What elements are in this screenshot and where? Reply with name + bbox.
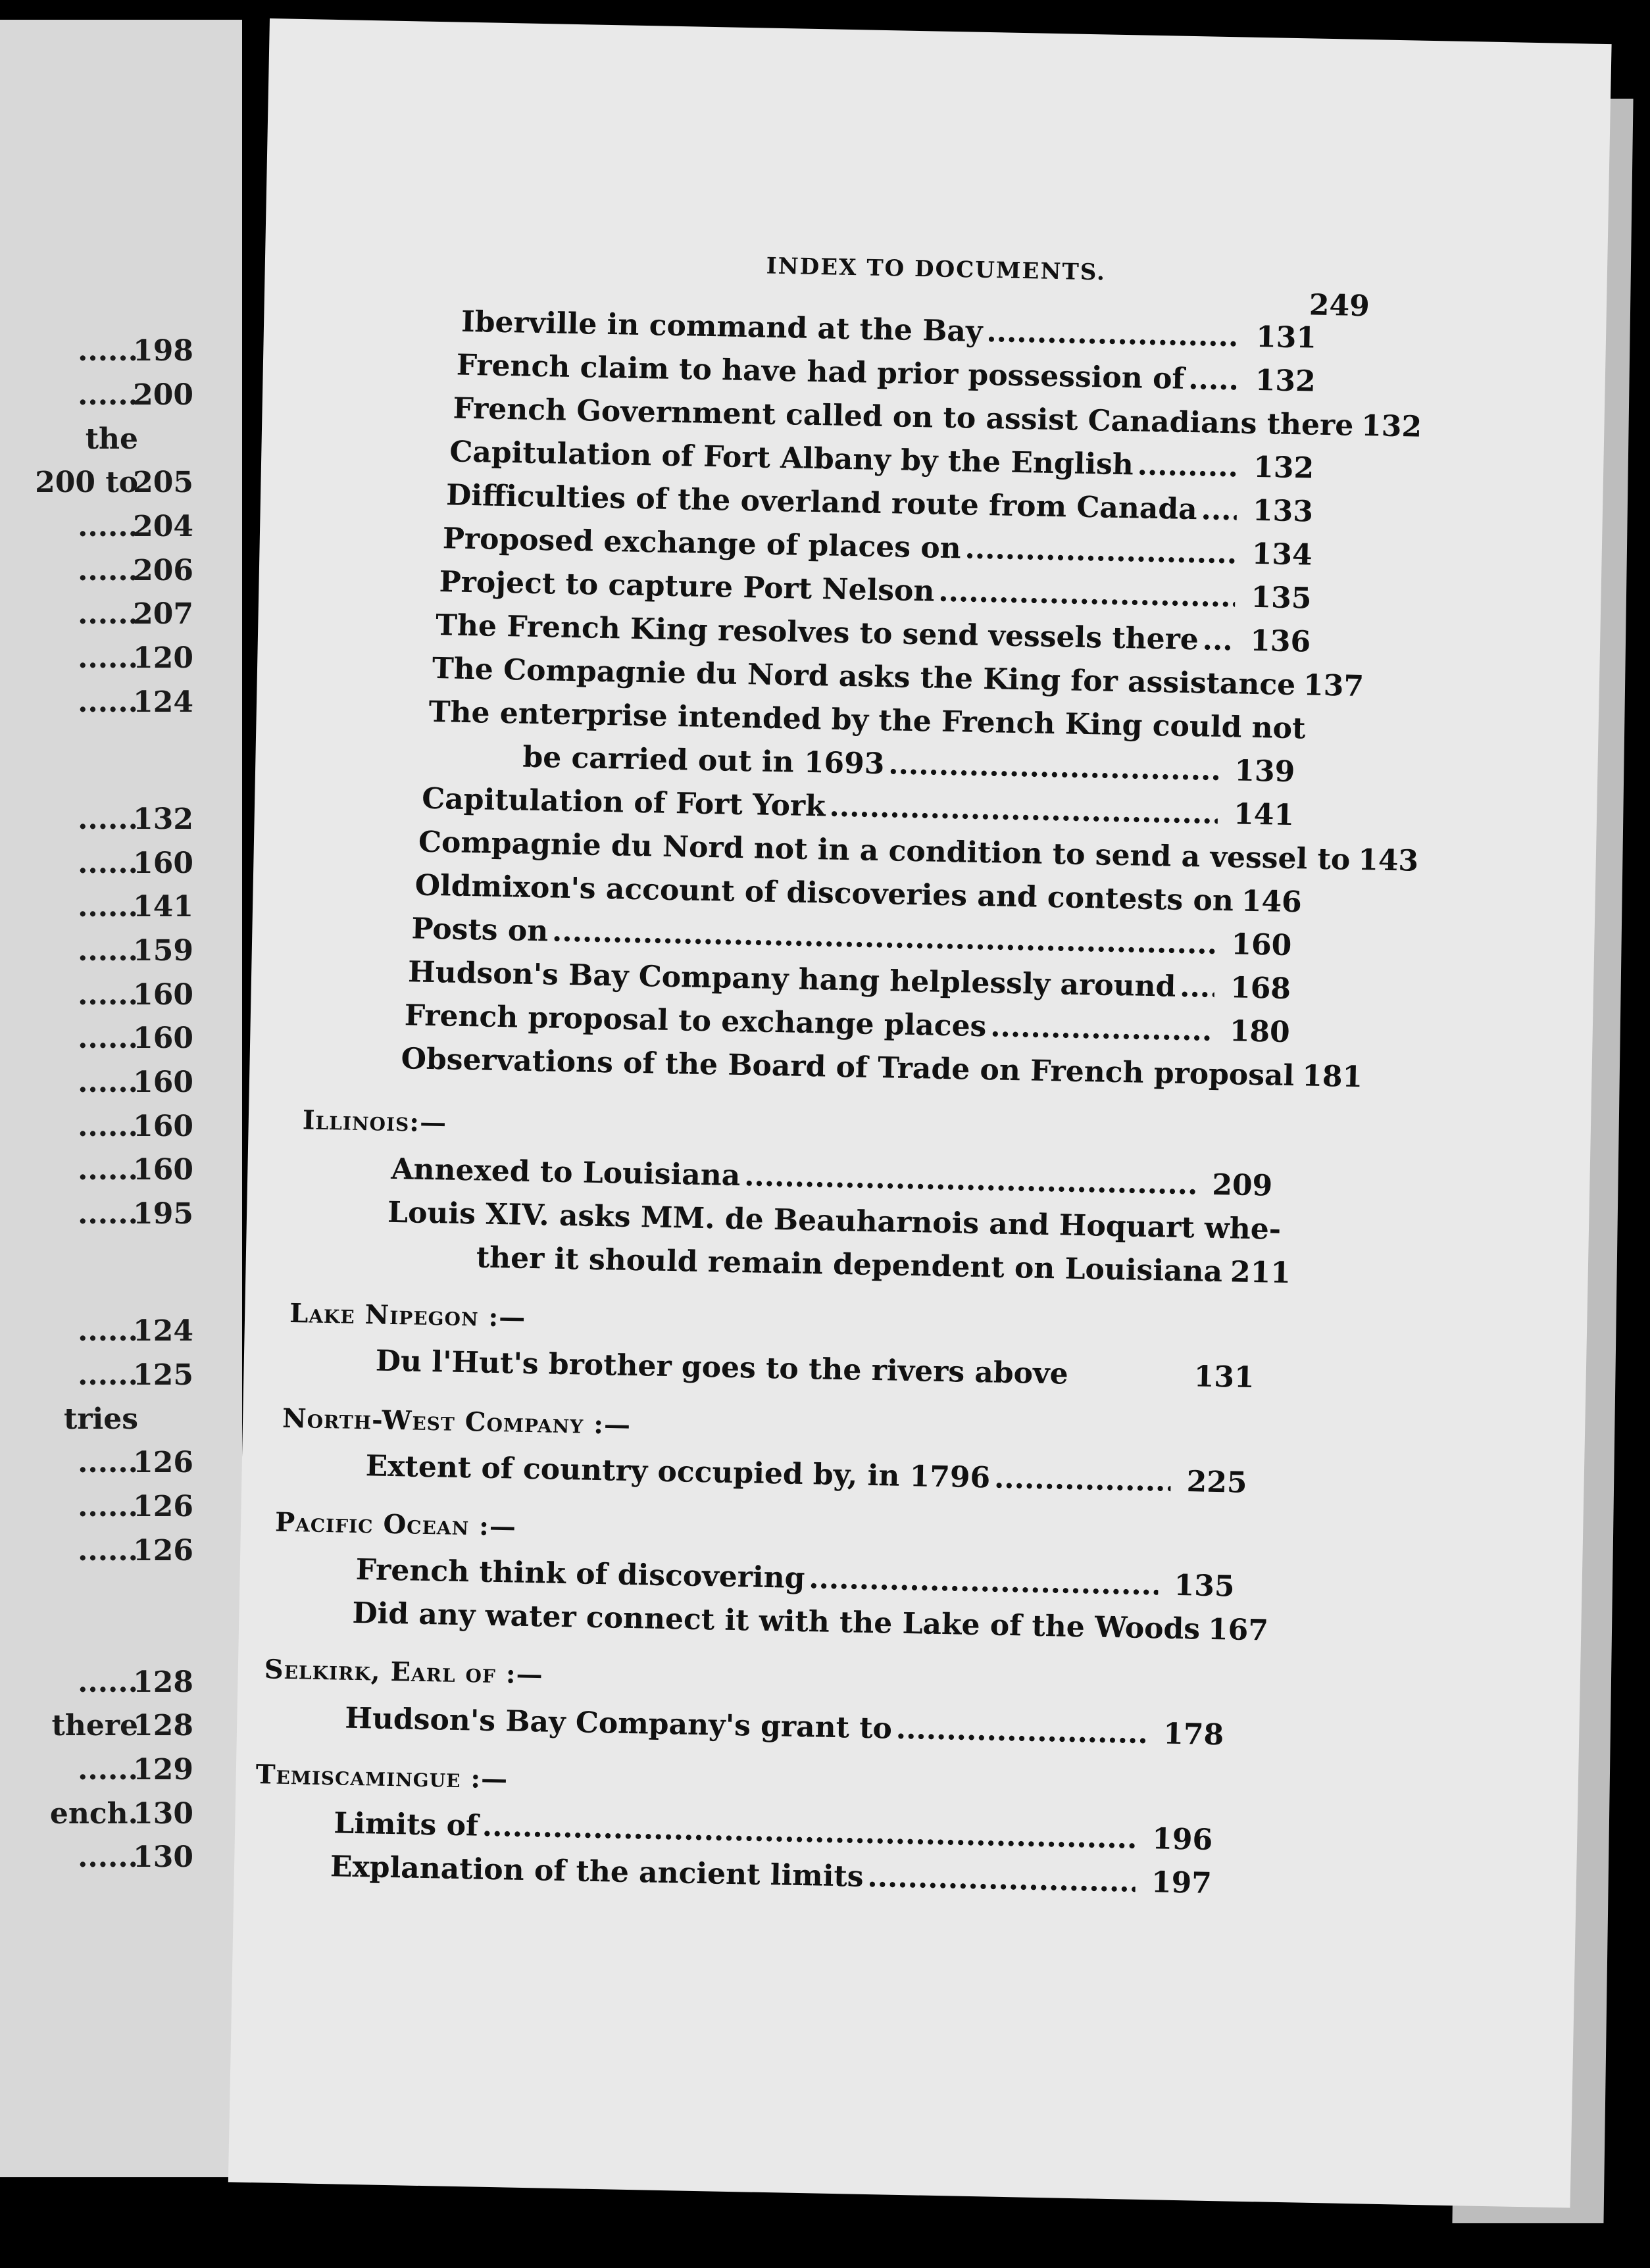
index-entry: Extent of country occupied by, in 1796 ..... 225 bbox=[365, 1449, 1247, 1500]
left-fragment-page: 124 bbox=[133, 1314, 193, 1348]
left-fragment-page: 129 bbox=[133, 1753, 193, 1787]
left-page-fragment bbox=[0, 641, 237, 678]
left-fragment-page: 159 bbox=[133, 934, 193, 968]
left-page-fragment bbox=[0, 422, 237, 459]
left-fragment-text: ...... bbox=[78, 890, 138, 924]
left-page-fragment bbox=[0, 1709, 237, 1746]
left-page-fragment bbox=[0, 510, 237, 547]
left-fragment-text: ...... bbox=[78, 1358, 138, 1392]
left-fragment-text: ...... bbox=[78, 1446, 138, 1479]
left-fragment-page: 160 bbox=[133, 1110, 193, 1143]
index-entry: Proposed exchange of places on ..... 134 bbox=[442, 522, 1312, 572]
left-fragment-text: ...... bbox=[78, 510, 138, 543]
section-heading-selkirk: Selkirk, Earl of :— bbox=[264, 1654, 544, 1690]
index-entry: Capitulation of Fort York ..... 141 bbox=[422, 782, 1295, 832]
index-entry: Difficulties of the overland route from Canada ..... 133 bbox=[446, 478, 1314, 528]
left-fragment-page: 206 bbox=[133, 554, 193, 587]
left-fragment-text: ...... bbox=[78, 378, 138, 412]
left-fragment-page: 160 bbox=[133, 1153, 193, 1187]
previous-page-edge bbox=[0, 20, 246, 2177]
left-fragment-page: 126 bbox=[133, 1446, 193, 1479]
left-page-fragment bbox=[0, 978, 237, 1015]
left-page-fragment bbox=[0, 334, 237, 371]
index-entry: The French King resolves to send vessels there ..... 136 bbox=[436, 608, 1311, 659]
left-page-fragment bbox=[0, 1840, 237, 1877]
left-fragment-text: ...... bbox=[78, 1066, 138, 1099]
index-entry: Hudson's Bay Company's grant to ..... 178 bbox=[345, 1702, 1224, 1752]
index-entry-continuation: ther it should remain dependent on Louisiana ..... 211 bbox=[476, 1241, 1259, 1289]
left-fragment-text: ...... bbox=[78, 934, 138, 968]
index-entry: French Government called on to assist Canadians there ..... 132 bbox=[453, 391, 1315, 441]
index-entry: French think of discovering ..... 135 bbox=[355, 1553, 1235, 1604]
index-entry: Du l'Hut's brother goes to the rivers above 131 bbox=[375, 1344, 1255, 1395]
index-entry: Annexed to Louisiana ..... 209 bbox=[391, 1152, 1273, 1203]
left-fragment-page: 207 bbox=[133, 597, 193, 631]
index-entry: Did any water connect it with the Lake of the Woods ..... 167 bbox=[352, 1596, 1234, 1647]
left-fragment-text: ...... bbox=[78, 802, 138, 836]
index-entry-line: Louis XIV. asks MM. de Beauharnois and Hoquart whe- bbox=[387, 1195, 1282, 1246]
left-page-fragment bbox=[0, 1665, 237, 1702]
left-page-fragment bbox=[0, 1197, 237, 1234]
left-page-fragment bbox=[0, 554, 237, 591]
left-fragment-page: 198 bbox=[133, 334, 193, 368]
left-fragment-text: ...... bbox=[78, 1665, 138, 1699]
left-fragment-text: ...... bbox=[78, 597, 138, 631]
left-fragment-text: tries bbox=[64, 1402, 138, 1436]
left-page-fragment bbox=[0, 1022, 237, 1058]
index-entry-continuation: be carried out in 1693 ..... 139 bbox=[522, 741, 1295, 789]
section-heading-temiscamingue: Temiscamingue :— bbox=[255, 1759, 509, 1795]
left-fragment-text: 200 to bbox=[35, 466, 138, 499]
left-fragment-text: ...... bbox=[78, 641, 138, 675]
left-page-fragment bbox=[0, 1066, 237, 1102]
left-fragment-text: ...... bbox=[78, 685, 138, 719]
index-entry: French claim to have had prior possession of ..... 132 bbox=[456, 349, 1316, 399]
running-header: INDEX TO DOCUMENTS. bbox=[766, 253, 1107, 286]
left-page-fragment bbox=[0, 802, 237, 839]
index-entry: Oldmixon's account of discoveries and contests on ..... 146 bbox=[414, 868, 1293, 919]
left-fragment-page: 160 bbox=[133, 847, 193, 880]
left-fragment-text: ...... bbox=[78, 1753, 138, 1787]
left-page-fragment bbox=[0, 1797, 237, 1834]
index-entry: Compagnie du Nord not in a condition to send a vessel to ..... 143 bbox=[418, 826, 1294, 876]
left-fragment-page: 126 bbox=[133, 1490, 193, 1523]
left-fragment-text: ...... bbox=[78, 1022, 138, 1055]
left-fragment-page: 130 bbox=[133, 1797, 193, 1831]
left-page-fragment bbox=[0, 1446, 237, 1483]
section-heading-pacific-ocean: Pacific Ocean :— bbox=[274, 1506, 517, 1542]
left-fragment-page: 130 bbox=[133, 1840, 193, 1874]
left-page-fragment bbox=[0, 466, 237, 503]
left-fragment-text: ...... bbox=[78, 1534, 138, 1567]
left-fragment-text: the bbox=[85, 422, 138, 456]
page-number: 249 bbox=[1309, 288, 1370, 324]
left-fragment-text: ...... bbox=[78, 554, 138, 587]
left-fragment-page: 160 bbox=[133, 1022, 193, 1055]
left-fragment-page: 141 bbox=[133, 890, 193, 924]
left-page-fragment bbox=[0, 685, 237, 722]
left-fragment-page: 126 bbox=[133, 1534, 193, 1567]
left-fragment-page: 124 bbox=[133, 685, 193, 719]
index-entry: Observations of the Board of Trade on French proposal ..... 181 bbox=[401, 1042, 1289, 1093]
left-page-fragment bbox=[0, 1153, 237, 1190]
left-fragment-text: ...... bbox=[78, 1197, 138, 1231]
left-page-fragment bbox=[0, 934, 237, 971]
left-fragment-text: ...... bbox=[78, 1314, 138, 1348]
left-page-fragment bbox=[0, 378, 237, 415]
index-entry: Capitulation of Fort Albany by the English ..... 132 bbox=[449, 435, 1314, 485]
left-fragment-page: 200 bbox=[133, 378, 193, 412]
left-page-fragment bbox=[0, 1753, 237, 1790]
index-entry: Posts on ..... 160 bbox=[411, 912, 1292, 962]
section-heading-lake-nipegon: Lake Nipegon :— bbox=[289, 1297, 526, 1333]
index-entry: Iberville in command at the Bay ..... 131 bbox=[461, 305, 1317, 355]
left-fragment-text: ...... bbox=[78, 1153, 138, 1187]
left-page-fragment bbox=[0, 1314, 237, 1351]
left-fragment-page: 205 bbox=[133, 466, 193, 499]
index-entry: The Compagnie du Nord asks the King for assistance ..... 137 bbox=[432, 652, 1311, 703]
section-heading-illinois: Illinois:— bbox=[302, 1104, 447, 1139]
left-fragment-page: 204 bbox=[133, 510, 193, 543]
left-page-fragment bbox=[0, 597, 237, 634]
left-fragment-page: 195 bbox=[133, 1197, 193, 1231]
index-entry: Limits of ..... 196 bbox=[334, 1806, 1213, 1857]
left-fragment-page: 160 bbox=[133, 978, 193, 1012]
left-page-fragment bbox=[0, 1402, 237, 1439]
section-heading-north-west-company: North-West Company :— bbox=[282, 1402, 632, 1441]
left-page-fragment bbox=[0, 1534, 237, 1571]
left-fragment-text: ...... bbox=[78, 1110, 138, 1143]
index-entry: French proposal to exchange places ..... 180 bbox=[404, 998, 1290, 1049]
left-fragment-page: 132 bbox=[133, 802, 193, 836]
index-entry-line: The enterprise intended by the French King could not bbox=[428, 695, 1306, 746]
index-page bbox=[228, 18, 1612, 2208]
left-page-fragment bbox=[0, 1358, 237, 1395]
index-entry: Hudson's Bay Company hang helplessly around ..... 168 bbox=[408, 955, 1291, 1006]
index-entry: Explanation of the ancient limits ..... 197 bbox=[330, 1850, 1212, 1900]
left-fragment-page: 160 bbox=[133, 1066, 193, 1099]
left-fragment-text: ...... bbox=[78, 978, 138, 1012]
left-page-fragment bbox=[0, 890, 237, 927]
left-fragment-text: ...... bbox=[78, 334, 138, 368]
index-entry: Project to capture Port Nelson ..... 135 bbox=[439, 565, 1312, 615]
left-fragment-page: 128 bbox=[133, 1665, 193, 1699]
left-page-fragment bbox=[0, 1110, 237, 1146]
left-fragment-page: 128 bbox=[133, 1709, 193, 1742]
left-fragment-text: ench. bbox=[49, 1797, 138, 1831]
left-fragment-text: ...... bbox=[78, 847, 138, 880]
left-fragment-text: there bbox=[51, 1709, 138, 1742]
left-fragment-text: ...... bbox=[78, 1840, 138, 1874]
left-page-fragment bbox=[0, 847, 237, 883]
left-fragment-page: 125 bbox=[133, 1358, 193, 1392]
left-fragment-page: 120 bbox=[133, 641, 193, 675]
left-page-fragment bbox=[0, 1490, 237, 1527]
left-fragment-text: ...... bbox=[78, 1490, 138, 1523]
